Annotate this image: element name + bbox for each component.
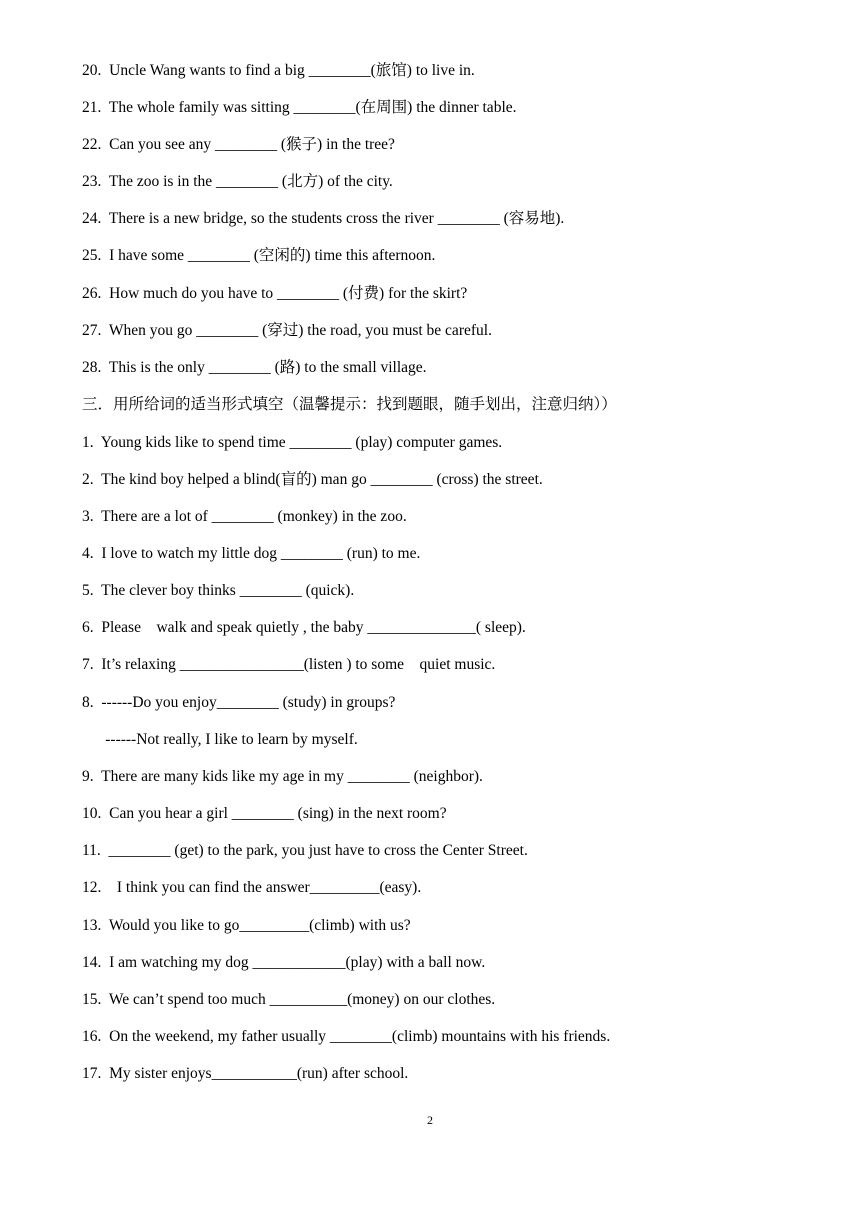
exercise-14: 14. I am watching my dog ____________(play) with a ball now. bbox=[82, 954, 486, 971]
exercise-2: 2. The kind boy helped a blind(盲的) man go ________ (cross) the street. bbox=[82, 471, 543, 488]
exercise-4: 4. I love to watch my little dog ________ (run) to me. bbox=[82, 545, 421, 562]
exercise-13: 13. Would you like to go_________(climb) with us? bbox=[82, 917, 411, 934]
question-22: 22. Can you see any ________ (猴子) in the tree? bbox=[82, 136, 395, 153]
exercise-7: 7. It’s relaxing ________________(listen ) to some quiet music. bbox=[82, 656, 496, 673]
question-24: 24. There is a new bridge, so the students cross the river ________ (容易地). bbox=[82, 210, 565, 227]
exercise-6: 6. Please walk and speak quietly , the baby ______________( sleep). bbox=[82, 619, 526, 636]
exercise-10: 10. Can you hear a girl ________ (sing) in the next room? bbox=[82, 805, 447, 822]
exercise-8: 8. ------Do you enjoy________ (study) in groups? bbox=[82, 694, 396, 711]
section-heading: 三．用所给词的适当形式填空（温馨提示：找到题眼，随手划出，注意归纳）） bbox=[82, 396, 617, 413]
exercise-12: 12. I think you can find the answer_________(easy). bbox=[82, 879, 422, 896]
exercise-8-response: ------Not really, I like to learn by myself. bbox=[82, 731, 358, 748]
question-21: 21. The whole family was sitting ________(在周围) the dinner table. bbox=[82, 99, 517, 116]
exercise-17: 17. My sister enjoys___________(run) after school. bbox=[82, 1065, 409, 1082]
exercise-15: 15. We can’t spend too much __________(money) on our clothes. bbox=[82, 991, 496, 1008]
question-27: 27. When you go ________ (穿过) the road, you must be careful. bbox=[82, 322, 492, 339]
question-26: 26. How much do you have to ________ (付费) for the skirt? bbox=[82, 285, 468, 302]
page-number: 2 bbox=[427, 1113, 433, 1127]
exercise-16: 16. On the weekend, my father usually ________(climb) mountains with his friends. bbox=[82, 1028, 611, 1045]
question-20: 20. Uncle Wang wants to find a big ________(旅馆) to live in. bbox=[82, 62, 475, 79]
exercise-9: 9. There are many kids like my age in my ________ (neighbor). bbox=[82, 768, 483, 785]
question-28: 28. This is the only ________ (路) to the small village. bbox=[82, 359, 427, 376]
exercise-3: 3. There are a lot of ________ (monkey) in the zoo. bbox=[82, 508, 407, 525]
question-23: 23. The zoo is in the ________ (北方) of the city. bbox=[82, 173, 393, 190]
question-25: 25. I have some ________ (空闲的) time this afternoon. bbox=[82, 247, 436, 264]
exercise-5: 5. The clever boy thinks ________ (quick). bbox=[82, 582, 355, 599]
exercise-11: 11. ________ (get) to the park, you just have to cross the Center Street. bbox=[82, 842, 528, 859]
exercise-1: 1. Young kids like to spend time ________ (play) computer games. bbox=[82, 434, 503, 451]
